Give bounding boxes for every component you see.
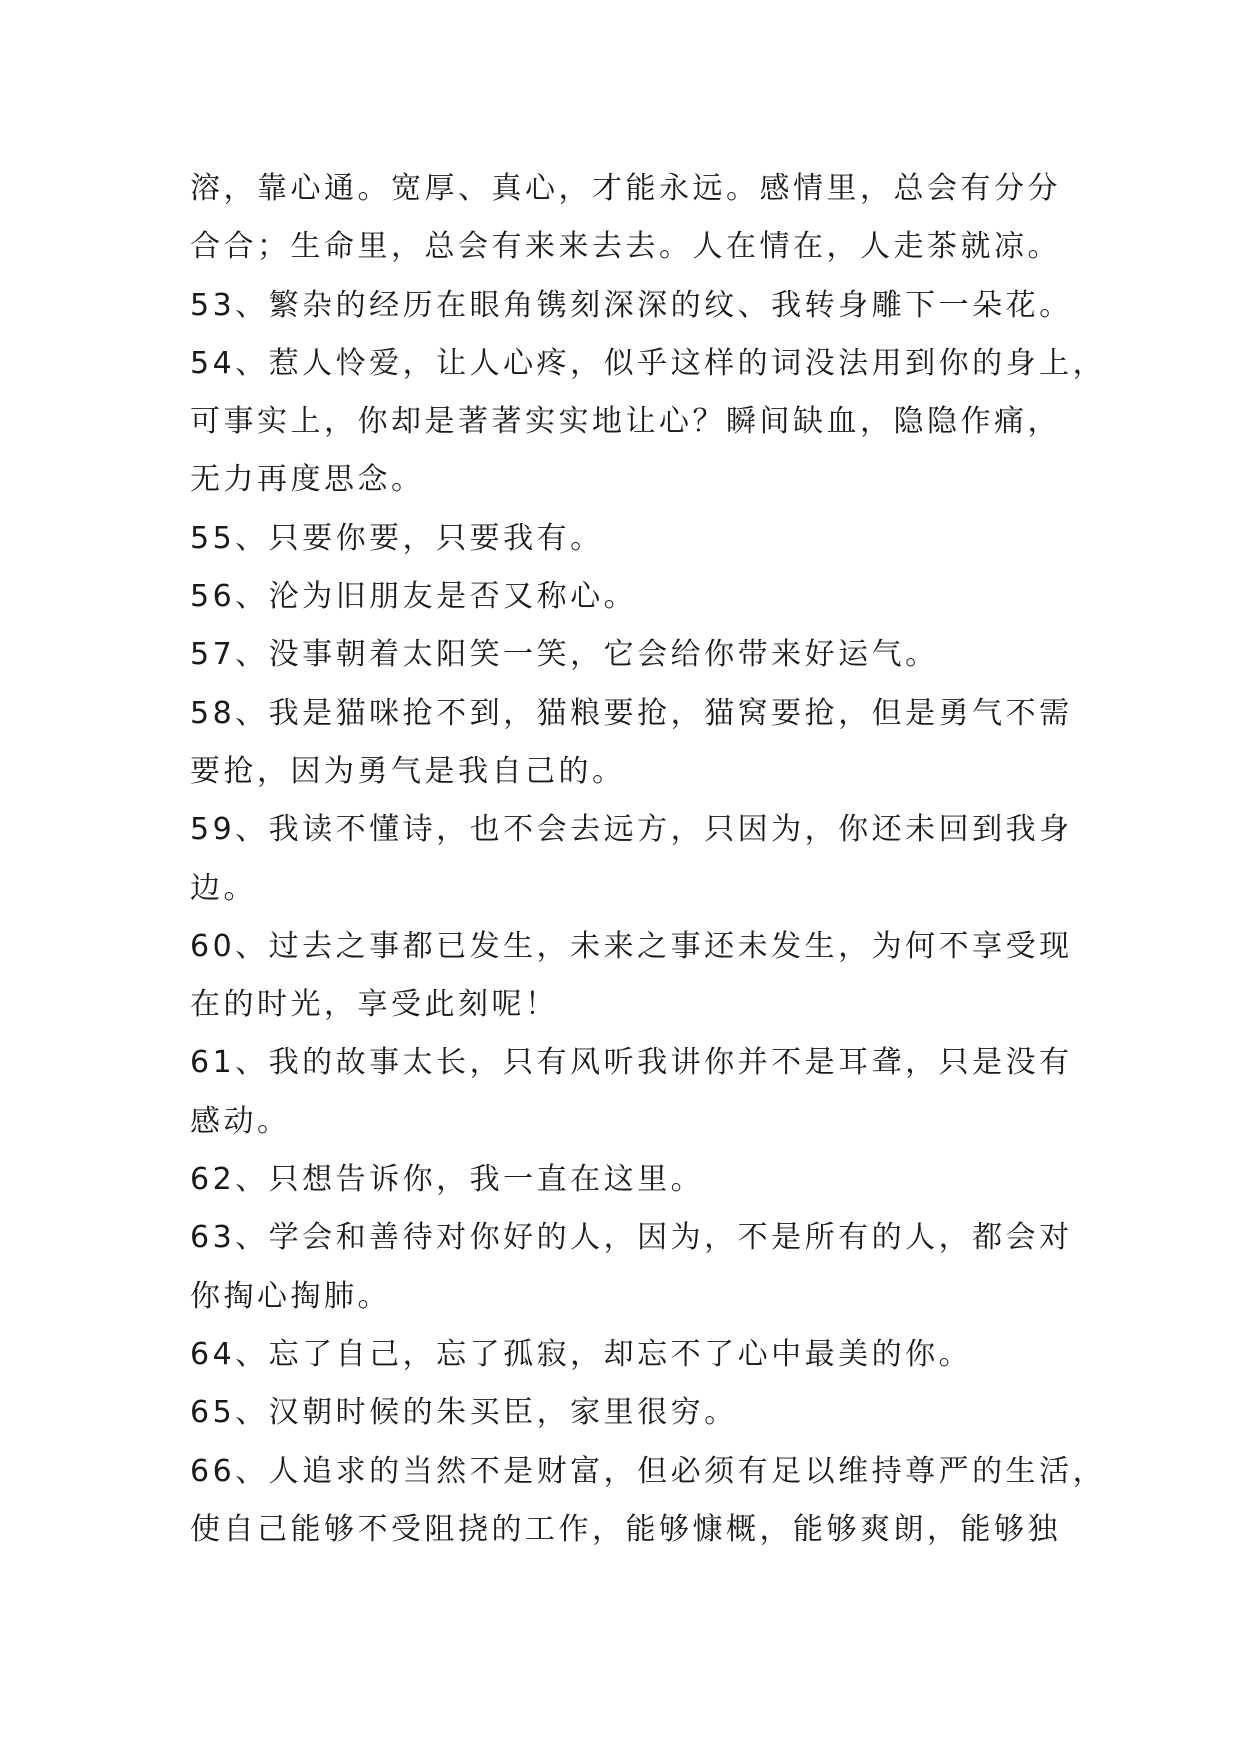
text-line: 无力再度思念。 (190, 462, 425, 498)
text-line: 66、人追求的当然不是财富，但必须有足以维持尊严的生活， (190, 1453, 1107, 1489)
text-line: 65、汉朝时候的朱买臣，家里很穷。 (190, 1395, 738, 1431)
text-line: 60、过去之事都已发生，未来之事还未发生，为何不享受现 (190, 928, 1073, 964)
text-line: 边。 (190, 870, 257, 906)
text-line: 64、忘了自己，忘了孤寂，却忘不了心中最美的你。 (190, 1336, 973, 1372)
text-line: 可事实上，你却是著著实实地让心？瞬间缺血，隐隐作痛， (190, 404, 1061, 440)
text-line: 55、只要你要，只要我有。 (190, 520, 604, 556)
text-line: 58、我是猫咪抢不到，猫粮要抢，猫窝要抢，但是勇气不需 (190, 695, 1073, 731)
text-line: 在的时光，享受此刻呢！ (190, 987, 559, 1023)
text-line: 感动。 (190, 1103, 291, 1139)
text-line: 53、繁杂的经历在眼角镌刻深深的纹、我转身雕下一朵花。 (190, 287, 1073, 323)
text-line: 63、学会和善待对你好的人，因为，不是所有的人，都会对 (190, 1220, 1073, 1256)
text-line: 62、只想告诉你，我一直在这里。 (190, 1162, 705, 1198)
text-line: 61、我的故事太长，只有风听我讲你并不是耳聋，只是没有 (190, 1045, 1073, 1081)
text-line: 54、惹人怜爱，让人心疼，似乎这样的词没法用到你的身上， (190, 345, 1107, 381)
text-line: 溶，靠心通。宽厚、真心，才能永远。感情里，总会有分分 (190, 171, 1061, 206)
text-line: 使自己能够不受阻挠的工作，能够慷概，能够爽朗，能够独 (190, 1511, 1061, 1547)
text-line: 56、沦为旧朋友是否又称心。 (190, 579, 638, 615)
text-line: 合合；生命里，总会有来来去去。人在情在，人走茶就凉。 (190, 229, 1061, 265)
text-line: 57、没事朝着太阳笑一笑，它会给你带来好运气。 (190, 637, 939, 673)
text-line: 59、我读不懂诗，也不会去远方，只因为，你还未回到我身 (190, 812, 1073, 848)
document-body (190, 160, 1107, 1559)
text-line: 你掏心掏肺。 (190, 1278, 391, 1314)
text-line: 要抢，因为勇气是我自己的。 (190, 753, 626, 789)
